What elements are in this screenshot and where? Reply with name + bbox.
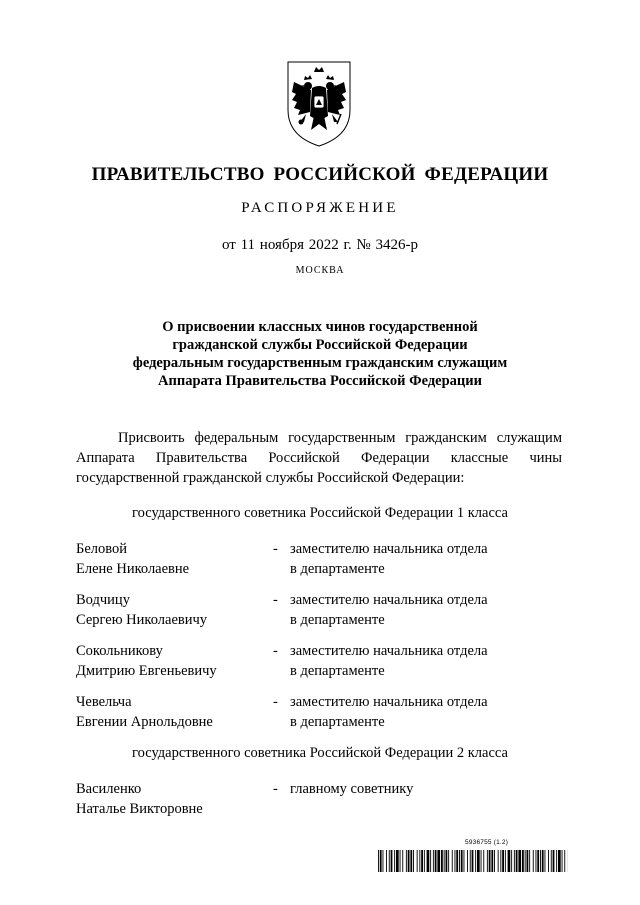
barcode-bar xyxy=(464,850,465,872)
barcode-bar xyxy=(421,850,423,872)
barcode-bar xyxy=(525,850,526,872)
barcode-bar xyxy=(408,850,410,872)
barcode-bar xyxy=(400,850,401,872)
position-line: главному советнику xyxy=(290,781,414,797)
barcode-bar xyxy=(502,850,504,872)
barcode-bar xyxy=(456,850,458,872)
barcode-bar xyxy=(491,850,493,872)
barcode-bar xyxy=(459,850,460,872)
barcode-bar xyxy=(386,850,387,872)
appointee-name xyxy=(76,779,266,819)
barcode-bar xyxy=(545,850,546,872)
barcode-bar xyxy=(537,850,539,872)
barcode-bar xyxy=(529,850,530,872)
appointee-name xyxy=(76,692,266,732)
barcode-bar xyxy=(446,850,448,872)
position-line: в департаменте xyxy=(290,663,385,679)
barcode-bar xyxy=(452,850,453,872)
barcode-bar xyxy=(378,850,379,872)
barcode-bar xyxy=(461,850,463,872)
barcode xyxy=(378,850,568,872)
barcode-bar xyxy=(489,850,491,872)
appointee-name xyxy=(76,590,266,630)
barcode-bar xyxy=(427,850,430,872)
position-line: заместителю начальника отдела xyxy=(290,643,488,659)
position-line: в департаменте xyxy=(290,561,385,577)
barcode-bar xyxy=(433,850,434,872)
appointee-position xyxy=(290,692,560,732)
surname: Василенко xyxy=(76,781,142,797)
given-names: Наталье Викторовне xyxy=(76,801,203,817)
barcode-bar xyxy=(540,850,541,872)
barcode-bar xyxy=(419,850,420,872)
barcode-bar xyxy=(553,850,555,872)
barcode-bar xyxy=(508,850,511,872)
barcode-bar xyxy=(522,850,524,872)
barcode-bar xyxy=(494,850,495,872)
barcode-bar xyxy=(410,850,412,872)
barcode-bar xyxy=(417,850,418,872)
position-line: в департаменте xyxy=(290,714,385,730)
document-date-number: от 11 ноября 2022 г. № 3426-р xyxy=(222,237,418,253)
document-type: РАСПОРЯЖЕНИЕ xyxy=(241,200,399,216)
barcode-bar xyxy=(514,850,515,872)
barcode-bar xyxy=(413,850,414,872)
barcode-bar xyxy=(548,850,549,872)
given-names: Евгении Арнольдовне xyxy=(76,714,213,730)
separator-dash: - xyxy=(273,781,278,797)
barcode-bar xyxy=(511,850,512,872)
barcode-bar xyxy=(455,850,456,872)
barcode-bar xyxy=(441,850,443,872)
appointee-name xyxy=(76,539,266,579)
appointee-position xyxy=(290,590,560,630)
given-names: Сергею Николаевичу xyxy=(76,612,208,628)
barcode-bar xyxy=(424,850,425,872)
body-paragraph: Присвоить федеральным государственным гражданским служащим Аппарата Правительства Российской Федерации классные чины государственной гражданской службы Российской Федерации: xyxy=(76,430,562,486)
barcode-number: 5936755 (1.2) xyxy=(465,839,509,846)
barcode-bar xyxy=(444,850,445,872)
appointee-name xyxy=(76,641,266,681)
barcode-bar xyxy=(483,850,484,872)
barcode-bar xyxy=(500,850,501,872)
subject-line: О присвоении классных чинов государственной xyxy=(162,319,478,335)
state-emblem xyxy=(284,58,354,148)
given-names: Елене Николаевне xyxy=(76,561,190,577)
barcode-bar xyxy=(437,850,440,872)
subject-line: гражданской службы Российской Федерации xyxy=(172,337,468,353)
barcode-bar xyxy=(551,850,552,872)
rank-heading: государственного советника Российской Федерации 1 класса xyxy=(132,505,508,521)
surname: Чевельча xyxy=(76,694,132,710)
barcode-bar xyxy=(472,850,474,872)
surname: Сокольникову xyxy=(76,643,163,659)
barcode-bar xyxy=(435,850,437,872)
barcode-bar xyxy=(430,850,431,872)
appointee-position xyxy=(290,539,560,579)
barcode-bar xyxy=(477,850,480,872)
separator-dash: - xyxy=(273,694,278,710)
barcode-bar xyxy=(516,850,518,872)
separator-dash: - xyxy=(273,541,278,557)
barcode-bar xyxy=(475,850,476,872)
barcode-bar xyxy=(487,850,488,872)
barcode-bar xyxy=(396,850,399,872)
surname: Водчицу xyxy=(76,592,130,608)
document-subject xyxy=(100,318,540,390)
double-headed-eagle-icon xyxy=(284,58,354,148)
position-line: заместителю начальника отдела xyxy=(290,592,488,608)
appointee-position xyxy=(290,779,560,799)
barcode-bar xyxy=(402,850,403,872)
position-line: заместителю начальника отдела xyxy=(290,694,488,710)
barcode-bar xyxy=(383,850,384,872)
barcode-bar xyxy=(562,850,563,872)
barcode-bar xyxy=(533,850,534,872)
barcode-bar xyxy=(556,850,557,872)
barcode-bar xyxy=(380,850,382,872)
government-title: ПРАВИТЕЛЬСТВО РОССИЙСКОЙ ФЕДЕРАЦИИ xyxy=(91,164,549,185)
barcode-bar xyxy=(505,850,506,872)
barcode-bar xyxy=(518,850,521,872)
subject-line: федеральным государственным гражданским служащим xyxy=(132,355,508,371)
separator-dash: - xyxy=(273,643,278,659)
barcode-bar xyxy=(558,850,561,872)
given-names: Дмитрию Евгеньевичу xyxy=(76,663,217,679)
appointee-position xyxy=(290,641,560,681)
barcode-bar xyxy=(542,850,544,872)
separator-dash: - xyxy=(273,592,278,608)
barcode-bar xyxy=(391,850,393,872)
barcode-bar xyxy=(481,850,482,872)
barcode-bar xyxy=(470,850,471,872)
barcode-bar xyxy=(536,850,537,872)
barcode-bar xyxy=(498,850,499,872)
surname: Беловой xyxy=(76,541,128,557)
position-line: в департаменте xyxy=(290,612,385,628)
rank-heading: государственного советника Российской Федерации 2 класса xyxy=(132,745,508,761)
position-line: заместителю начальника отдела xyxy=(290,541,488,557)
subject-line: Аппарата Правительства Российской Федерации xyxy=(158,373,482,389)
barcode-bar xyxy=(448,850,449,872)
barcode-bar xyxy=(527,850,529,872)
barcode-bar xyxy=(467,850,468,872)
barcode-bar xyxy=(389,850,390,872)
document-city: МОСКВА xyxy=(295,265,345,276)
barcode-bar xyxy=(394,850,395,872)
barcode-bar xyxy=(564,850,565,872)
barcode-bar xyxy=(406,850,407,872)
